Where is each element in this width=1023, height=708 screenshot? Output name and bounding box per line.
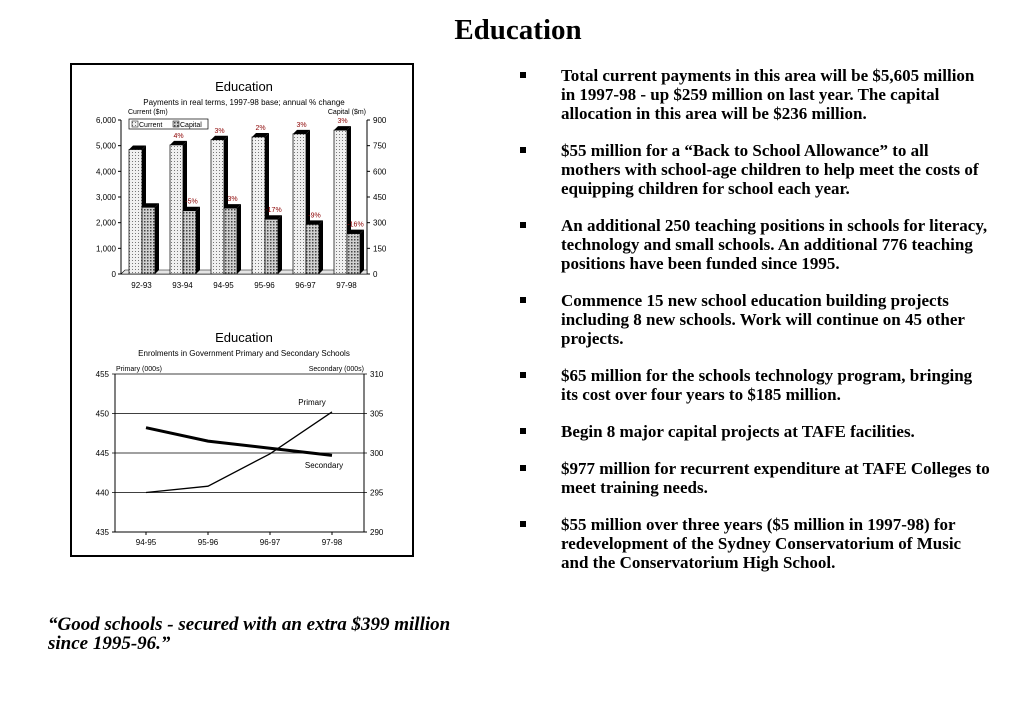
bullet-item — [520, 515, 990, 572]
page-title: Education — [454, 14, 582, 46]
bar-capital-front — [265, 219, 278, 274]
bullet-item — [520, 66, 990, 123]
bar-capital-side — [237, 204, 241, 274]
legend-capital-swatch — [173, 121, 179, 127]
chart1-x-tick-label: 96-97 — [295, 281, 316, 290]
bar-capital-front — [142, 207, 155, 274]
bar-capital-front — [306, 224, 319, 274]
secondary-series-label: Secondary — [304, 461, 344, 470]
chart1-x-tick-label: 93-94 — [172, 281, 193, 290]
chart2-left-tick-label: 435 — [95, 528, 109, 537]
bar-capital-front — [224, 208, 237, 274]
bar-capital — [224, 204, 241, 274]
chart1-left-tick-label: 1,000 — [95, 244, 116, 254]
chart1-subtitle: Payments in real terms, 1997-98 base; annual % change — [143, 98, 345, 107]
chart2-x-tick-label: 94-95 — [135, 538, 157, 547]
bullet-item — [520, 459, 990, 497]
bar-capital-side — [155, 203, 159, 274]
bar-capital — [142, 203, 159, 274]
bullet-square-icon — [520, 222, 526, 228]
bar-capital-side — [319, 220, 323, 274]
bar-current-front — [334, 130, 347, 274]
legend-current-label: Current — [139, 122, 163, 129]
bar-capital-label: -17% — [265, 207, 282, 215]
chart1-x-tick-label: 95-96 — [254, 281, 275, 290]
bullet-text: Begin 8 major capital projects at TAFE facilities. — [561, 422, 915, 441]
charts-svg — [72, 65, 412, 555]
bullet-square-icon — [520, 428, 526, 434]
bullet-square-icon — [520, 72, 526, 78]
bullet-item — [520, 291, 990, 348]
primary-series-label: Primary — [298, 398, 326, 407]
bullet-square-icon — [520, 521, 526, 527]
bullet-item — [520, 216, 990, 273]
bar-capital-label: 3% — [227, 196, 238, 204]
bullet-text: $55 million over three years ($5 million in 1997-98) for redevelopment of the Sydney Conservatorium of Music and the Conservatorium High School. — [561, 515, 962, 572]
bullet-square-icon — [520, 297, 526, 303]
bullet-square-icon — [520, 465, 526, 471]
chart2-right-tick-label: 305 — [370, 409, 384, 419]
bullet-item — [520, 422, 990, 441]
bullet-item — [520, 366, 990, 404]
bar-current-front — [129, 150, 142, 274]
bar-current-front — [211, 140, 224, 274]
bullet-text: Commence 15 new school education building projects including 8 new schools. Work will continue on 45 other projects. — [561, 291, 965, 348]
bar-capital-front — [183, 211, 196, 274]
bullet-text: $65 million for the schools technology program, bringing its cost over four years to $185 million. — [561, 366, 973, 404]
chart2-left-tick-label: 440 — [95, 488, 109, 498]
bar-capital-label: -16% — [347, 221, 364, 229]
chart1-left-tick-label: 0 — [111, 270, 116, 279]
chart1-right-tick-label: 300 — [373, 218, 387, 228]
chart2-right-tick-label: 310 — [370, 370, 384, 379]
bar-current-front — [293, 134, 306, 274]
bullet-square-icon — [520, 372, 526, 378]
chart1-left-axis-label: Current ($m) — [128, 109, 168, 116]
chart1-right-tick-label: 450 — [373, 193, 387, 202]
chart2-right-tick-label: 295 — [370, 488, 384, 498]
bar-current-label: 4% — [173, 132, 184, 140]
chart1-left-tick-label: 6,000 — [95, 116, 116, 125]
bullet-item — [520, 141, 990, 198]
chart2-left-tick-label: 450 — [95, 409, 109, 419]
bar-capital-label: -9% — [308, 212, 321, 220]
chart2-left-tick-label: 445 — [95, 449, 109, 458]
bar-current-label: 3% — [214, 127, 225, 135]
chart2-left-tick-label: 455 — [95, 370, 109, 379]
bullet-text: $977 million for recurrent expenditure at TAFE Colleges to meet training needs. — [561, 459, 990, 497]
bar-capital-side — [360, 230, 364, 274]
bullet-text: Total current payments in this area will be $5,605 million in 1997-98 - up $259 million on last year. The capital allocation in this area will be $236 million. — [561, 66, 975, 123]
chart2-x-tick-label: 97-98 — [321, 538, 343, 547]
chart1-right-tick-label: 0 — [373, 270, 378, 279]
chart2-x-tick-label: 96-97 — [259, 538, 281, 547]
chart1-x-tick-label: 97-98 — [336, 281, 357, 290]
bar-capital — [265, 215, 282, 274]
bar-capital-side — [196, 207, 200, 274]
bullet-text: An additional 250 teaching positions in schools for literacy, technology and small schools. An additional 776 teaching positions have been funded since 1995. — [561, 216, 988, 273]
chart2-subtitle: Enrolments in Government Primary and Secondary Schools — [138, 349, 350, 358]
bar-capital-side — [278, 215, 282, 274]
chart1-left-tick-label: 3,000 — [95, 193, 116, 202]
chart1-x-tick-label: 92-93 — [131, 281, 152, 290]
chart1-right-tick-label: 150 — [373, 244, 387, 254]
legend-capital-label: Capital — [180, 122, 202, 129]
chart1-left-tick-label: 5,000 — [95, 141, 116, 151]
chart1-title: Education — [215, 79, 273, 94]
quote-text: “Good schools - secured with an extra $399 million since 1995-96.” — [48, 614, 451, 654]
bar-current-label: 3% — [337, 118, 348, 126]
bar-current-label: 3% — [296, 121, 307, 129]
bar-capital — [347, 230, 364, 274]
bar-capital-label: -5% — [185, 198, 198, 206]
bar-current-label: 2% — [255, 124, 266, 132]
bar-current-front — [252, 137, 265, 274]
chart1-left-tick-label: 4,000 — [95, 167, 116, 177]
chart1-x-tick-label: 94-95 — [213, 281, 234, 290]
chart2-x-tick-label: 95-96 — [197, 538, 219, 547]
bar-capital — [306, 220, 323, 274]
chart2-right-axis-label: Secondary (000s) — [308, 366, 364, 373]
chart1-right-axis-label: Capital ($m) — [327, 109, 366, 116]
chart1-right-tick-label: 900 — [373, 116, 387, 125]
chart1-right-tick-label: 600 — [373, 167, 387, 177]
bar-current-front — [170, 145, 183, 274]
chart2-right-tick-label: 300 — [370, 449, 384, 458]
chart2-left-axis-label: Primary (000s) — [116, 366, 162, 373]
chart1-right-tick-label: 750 — [373, 141, 387, 151]
chart2-title: Education — [215, 330, 273, 345]
chart2-right-tick-label: 290 — [370, 528, 384, 537]
bullet-square-icon — [520, 147, 526, 153]
bullet-list — [520, 66, 990, 590]
bullet-text: $55 million for a “Back to School Allowance” to all mothers with school-age children to help meet the costs of equipping children for school each year. — [561, 141, 979, 198]
chart-panel — [70, 63, 414, 557]
bar-capital-front — [347, 234, 360, 274]
chart1-left-tick-label: 2,000 — [95, 218, 116, 228]
legend-current-swatch — [132, 121, 138, 127]
bar-capital — [183, 207, 200, 274]
primary-series-line — [146, 428, 332, 456]
